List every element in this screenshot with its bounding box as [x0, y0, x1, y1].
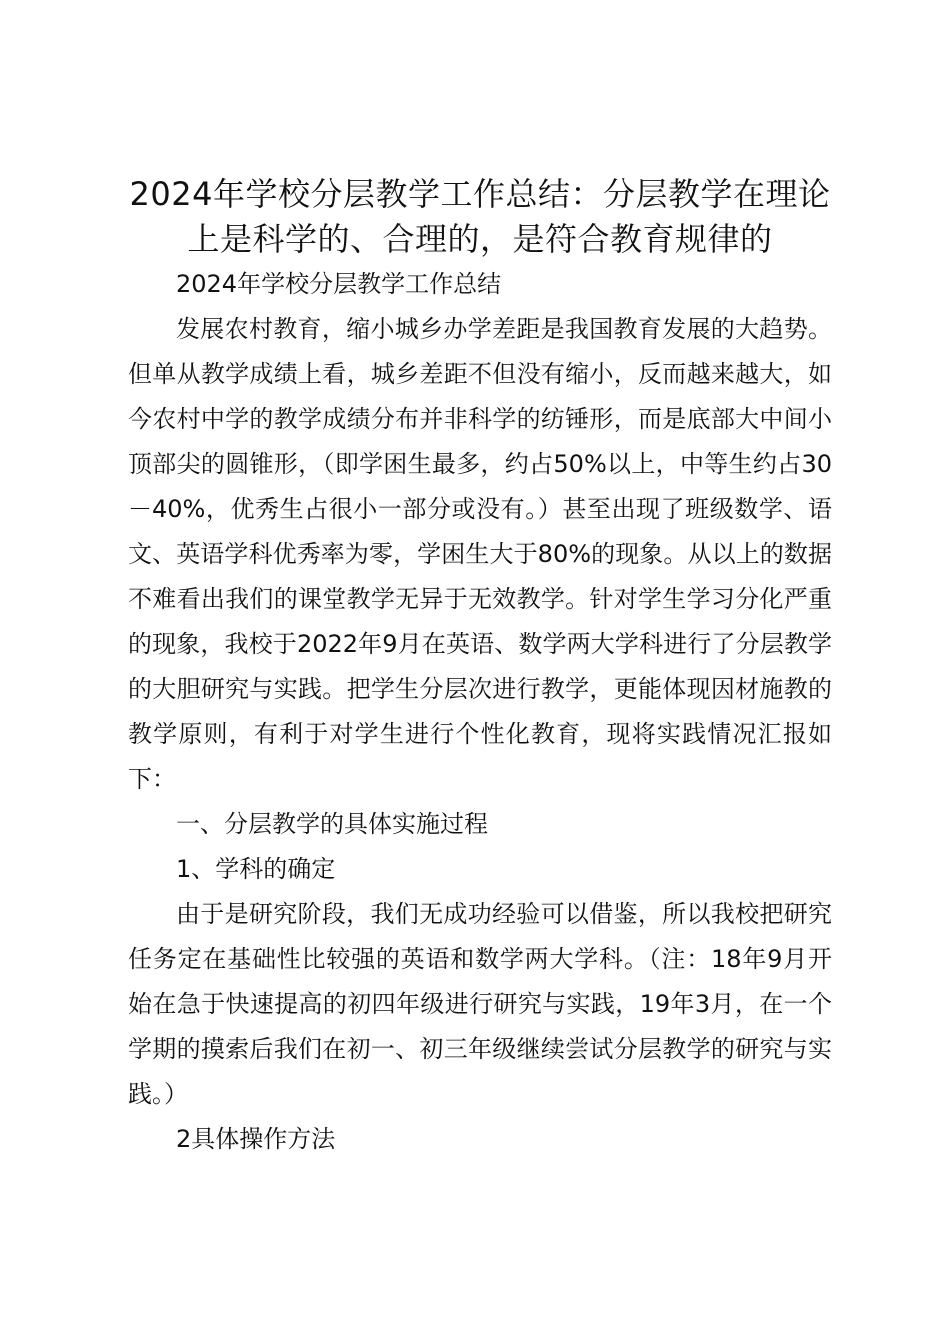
section-heading: 一、分层教学的具体实施过程 [176, 810, 488, 838]
body-paragraph: 由于是研究阶段，我们无成功经验可以借鉴，所以我校把研究任务定在基础性比较强的英语和数学两大学科。（注：18年9月开始在急于快速提高的初四年级进行研究与实践，19年3月，在一个学期的摸索后我们在初一、初三年级继续尝试分层教学的研究与实践。） [128, 900, 832, 1108]
intro-paragraph: 发展农村教育，缩小城乡办学差距是我国教育发展的大趋势。但单从教学成绩上看，城乡差距不但没有缩小，反而越来越大，如今农村中学的教学成绩分布并非科学的纺锤形，而是底部大中间小顶部尖的圆锥形，（即学困生最多，约占50%以上，中等生约占30－40%，优秀生占很小一部分或没有。）甚至出现了班级数学、语文、英语学科优秀率为零，学困生大于80%的现象。从以上的数据不难看出我们的课堂教学无异于无效教学。针对学生学习分化严重的现象，我校于2022年9月在英语、数学两大学科进行了分层教学的大胆研究与实践。把学生分层次进行教学，更能体现因材施教的教学原则，有利于对学生进行个性化教育，现将实践情况汇报如下： [128, 315, 832, 793]
document-title: 2024年学校分层教学工作总结：分层教学在理论上是科学的、合理的，是符合教育规律的 [129, 175, 831, 258]
subsection-heading: 1、学科的确定 [176, 855, 336, 883]
subsection-heading: 2具体操作方法 [176, 1125, 336, 1153]
subtitle-paragraph: 2024年学校分层教学工作总结 [176, 270, 502, 298]
document-page [128, 172, 832, 1162]
